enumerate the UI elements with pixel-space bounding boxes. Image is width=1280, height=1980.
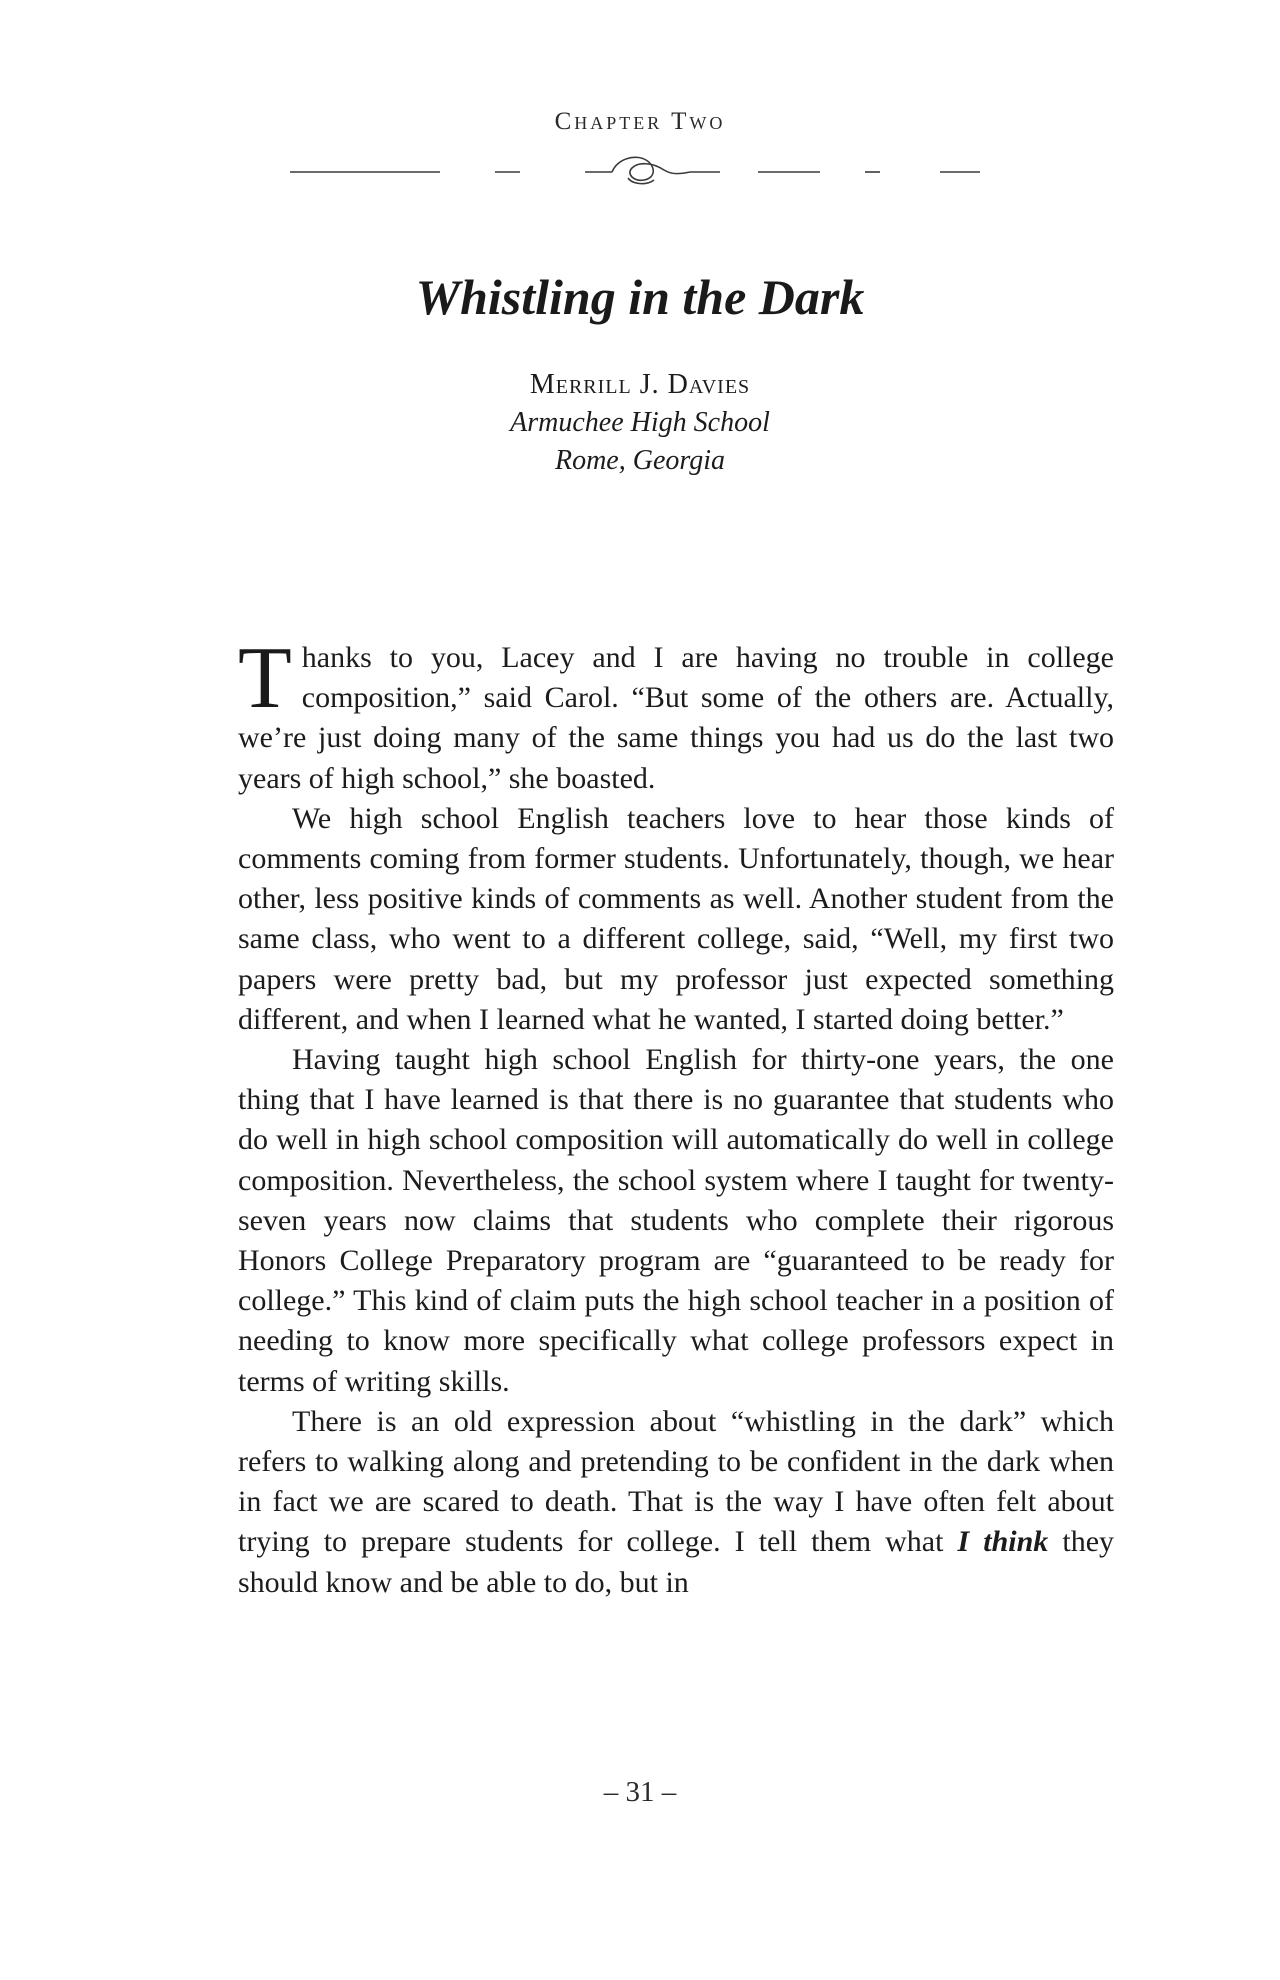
emphasis-text: I think <box>957 1525 1049 1559</box>
body-text <box>238 630 1115 1603</box>
paragraph-4 <box>238 1402 1114 1603</box>
chapter-label: Chapter Two <box>554 108 726 135</box>
paragraph-4-tail: they should know and be able to do, but in <box>238 1525 1115 1599</box>
paragraph-1 <box>238 630 1114 799</box>
drop-cap: T <box>238 630 292 727</box>
page-number: – 31 – <box>603 1776 677 1808</box>
paragraph-3: Having taught high school English for thirty-one years, the one thing that I have learned is that there is no guarantee that students who do well in high school composition will automatically do well in college composition. Nevertheless, the school system where I taught for twenty-seven years now claims that students who complete their rigorous Honors College Preparatory program are “guaranteed to be ready for college.” This kind of claim puts the high school teacher in a position of needing to know more specifically what college professors expect in terms of writing skills. <box>238 1043 1114 1398</box>
author-location: Rome, Georgia <box>554 445 726 476</box>
chapter-title: Whistling in the Dark <box>415 269 865 325</box>
author-school: Armuchee High School <box>510 407 770 438</box>
paragraph-4-text: There is an old expression about “whistling in the dark” which refers to walking along and pretending to be confident in the dark when in fact we are scared to death. That is the way I have often felt about trying to prepare students for college. I tell them what <box>238 1404 1114 1559</box>
ornament-divider-icon <box>280 148 1000 192</box>
paragraph-1-text: hanks to you, Lacey and I are having no trouble in college composition,” said Carol. “But some of the others are. Actually, we’re just doing many of the same things you had us do the last two years of high school,” she boasted. <box>238 641 1114 795</box>
paragraph-2: We high school English teachers love to hear those kinds of comments coming from former students. Unfortunately, though, we hear other, less positive kinds of comments as well. Another student from the same class, who went to a different college, said, “Well, my first two papers were pretty bad, but my professor just expected something different, and when I learned what he wanted, I started doing better.” <box>238 801 1114 1036</box>
byline <box>0 366 1280 480</box>
author-name: Merrill J. Davies <box>529 369 751 400</box>
